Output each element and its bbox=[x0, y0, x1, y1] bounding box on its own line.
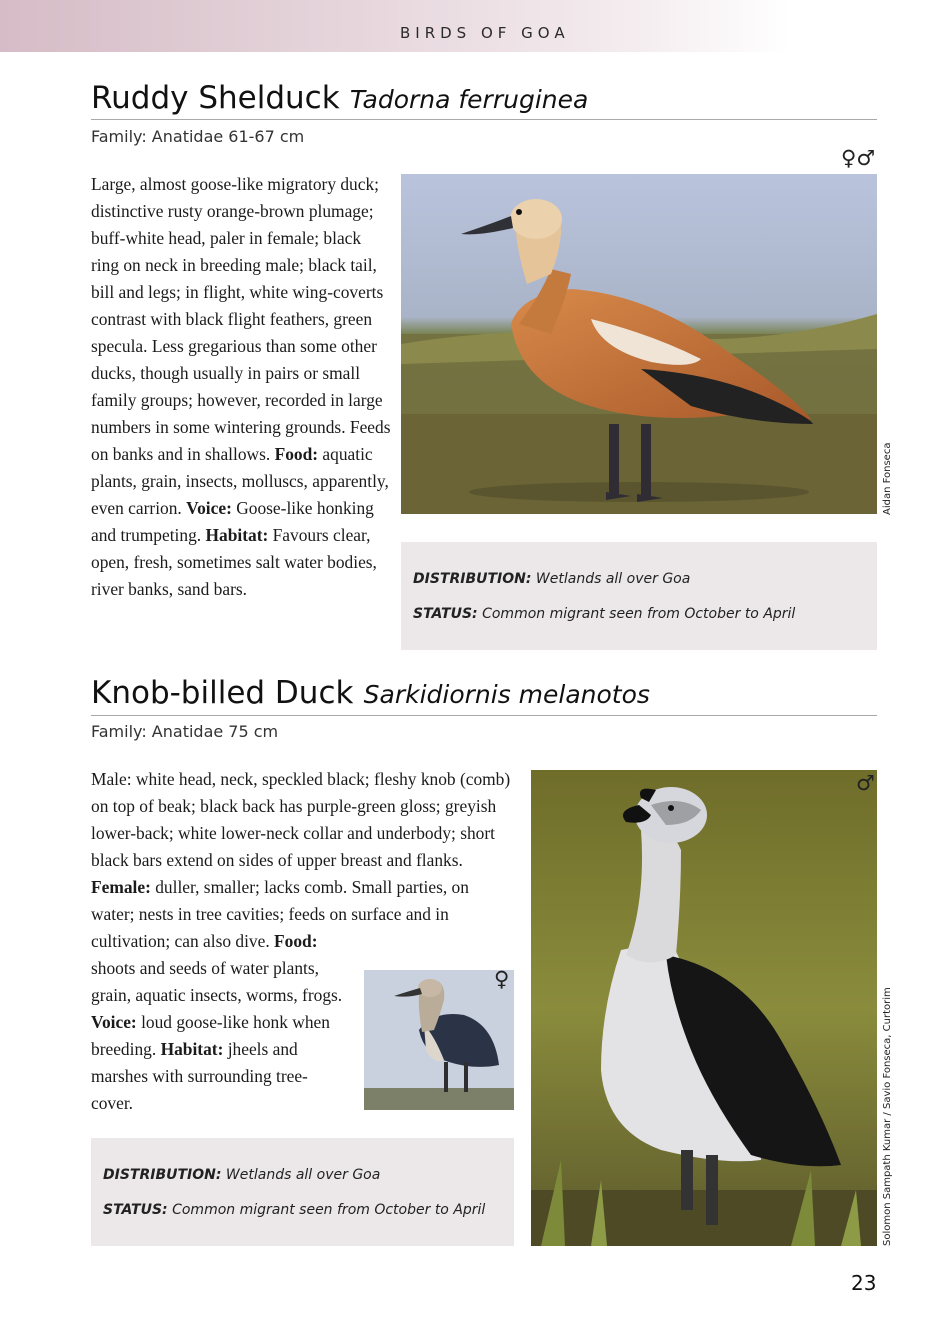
food-label: Food: bbox=[274, 931, 318, 951]
food-label: Food: bbox=[274, 444, 319, 464]
page-number: 23 bbox=[851, 1271, 877, 1295]
title-rule bbox=[91, 715, 877, 716]
scientific-name: Sarkidiornis melanotos bbox=[363, 680, 650, 709]
running-head: BIRDS OF GOA bbox=[400, 24, 570, 42]
scientific-name: Tadorna ferruginea bbox=[349, 85, 589, 114]
title-rule bbox=[91, 119, 877, 120]
habitat-label: Habitat: bbox=[205, 525, 269, 545]
voice-label: Voice: bbox=[186, 498, 232, 518]
running-header-band bbox=[0, 0, 790, 52]
distribution-line bbox=[103, 1167, 380, 1183]
distribution-line bbox=[413, 571, 690, 587]
distribution-label: DISTRIBUTION: bbox=[413, 571, 532, 587]
food-text: shoots and seeds of water plants, grain, aquatic insects, worms, frogs. bbox=[91, 958, 343, 1005]
species-description-bottom bbox=[91, 955, 346, 1117]
description-text: Male: white head, neck, speckled black; fleshy knob (comb) on top of beak; black back has purple-green gloss; greyish lower-back; white lower-neck collar and underbody; short black bars extend on sides of upper breast and flanks. bbox=[91, 769, 511, 870]
female-symbol: ♀ bbox=[494, 967, 510, 991]
female-male-symbol: ♀♂ bbox=[841, 146, 876, 170]
habitat-text: jheels and marshes with surrounding tree-cover. bbox=[91, 1039, 308, 1113]
male-symbol: ♂ bbox=[856, 771, 875, 795]
status-line bbox=[413, 606, 795, 622]
voice-label: Voice: bbox=[91, 1012, 137, 1032]
food-text: aquatic plants, grain, insects, molluscs, apparently, even carrion. bbox=[91, 444, 389, 518]
family-line: Family: Anatidae 61-67 cm bbox=[91, 127, 305, 146]
status-text: Common migrant seen from October to April bbox=[482, 606, 796, 622]
female-text: duller, smaller; lacks comb. Small parties, on water; nests in tree cavities; feeds on surface and in cultivation; can also dive. bbox=[91, 877, 469, 951]
distribution-status-box bbox=[91, 1138, 514, 1246]
common-name: Knob-billed Duck bbox=[91, 675, 354, 711]
habitat-label: Habitat: bbox=[160, 1039, 224, 1059]
ruddy-shelduck-illustration bbox=[401, 174, 877, 514]
knob-billed-duck-male-photo bbox=[531, 770, 877, 1246]
female-duck-illustration bbox=[364, 970, 514, 1110]
distribution-label: DISTRIBUTION: bbox=[103, 1167, 222, 1183]
distribution-text: Wetlands all over Goa bbox=[535, 571, 691, 587]
male-duck-illustration bbox=[531, 770, 877, 1246]
status-label: STATUS: bbox=[103, 1202, 168, 1218]
status-line bbox=[103, 1202, 485, 1218]
ruddy-shelduck-photo bbox=[401, 174, 877, 514]
species-description bbox=[91, 171, 391, 603]
voice-text: loud goose-like honk when breeding. bbox=[91, 1012, 330, 1059]
status-label: STATUS: bbox=[413, 606, 478, 622]
distribution-text: Wetlands all over Goa bbox=[225, 1167, 381, 1183]
species-title-knob-billed-duck bbox=[91, 673, 650, 711]
photo-credit: Solomon Sampath Kumar / Savio Fonseca, Curtorim bbox=[882, 987, 893, 1246]
photo-credit: Aidan Fonseca bbox=[882, 442, 893, 515]
family-line: Family: Anatidae 75 cm bbox=[91, 722, 279, 741]
knob-billed-duck-female-photo bbox=[364, 970, 514, 1110]
habitat-text: Favours clear, open, fresh, sometimes salt water bodies, river banks, sand bars. bbox=[91, 525, 377, 599]
female-label: Female: bbox=[91, 877, 151, 897]
status-text: Common migrant seen from October to April bbox=[172, 1202, 486, 1218]
common-name: Ruddy Shelduck bbox=[91, 80, 340, 116]
description-text: Large, almost goose-like migratory duck; distinctive rusty orange-brown plumage; buff-white head, paler in female; black ring on neck in breeding male; black tail, bill and legs; in flight, white wing-coverts contrast with black flight feathers, green specula. Less gregarious than some other ducks, though usually in pairs or small family groups; however, recorded in large numbers in some wintering grounds. Feeds on banks and in shallows. bbox=[91, 174, 391, 464]
species-description-top bbox=[91, 766, 511, 955]
voice-text: Goose-like honking and trumpeting. bbox=[91, 498, 374, 545]
species-title-ruddy-shelduck bbox=[91, 78, 588, 116]
distribution-status-box bbox=[401, 542, 877, 650]
